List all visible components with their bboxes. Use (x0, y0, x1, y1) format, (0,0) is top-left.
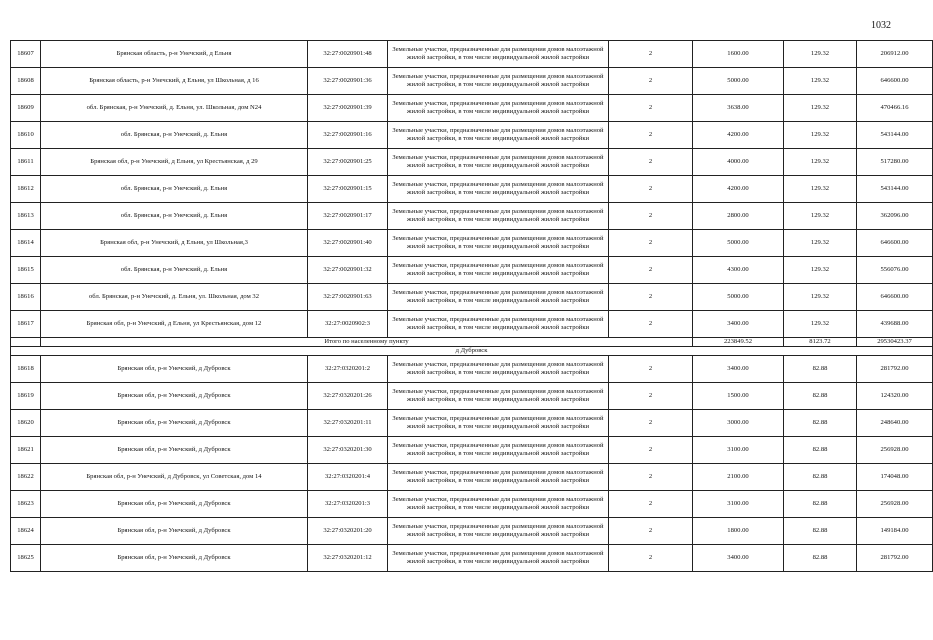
cell-num: 18613 (11, 203, 41, 230)
table-row (11, 176, 933, 203)
cell-num: 18615 (11, 257, 41, 284)
cell-purpose: Земельные участки, предназначенные для размещения домов малоэтажной жилой застройки, в том числе индивидуальной жилой застройки (388, 41, 609, 68)
cell-purpose: Земельные участки, предназначенные для размещения домов малоэтажной жилой застройки, в том числе индивидуальной жилой застройки (388, 284, 609, 311)
cell-address: обл. Брянская, р-н Унечский, д. Ельня, ул. Школьная, дом 32 (41, 284, 308, 311)
cell-rate: 129.32 (784, 230, 857, 257)
cell-value: 248640.00 (857, 410, 933, 437)
cell-area: 3100.00 (693, 491, 784, 518)
table-row (11, 410, 933, 437)
total-value: 29530423.37 (857, 338, 933, 347)
cell-cadastral: 32:27:0020901:63 (308, 284, 388, 311)
cell-value: 543144.00 (857, 176, 933, 203)
cell-group: 2 (609, 437, 693, 464)
cell-rate: 82.88 (784, 410, 857, 437)
cell-rate: 129.32 (784, 68, 857, 95)
table-row (11, 149, 933, 176)
cell-group: 2 (609, 230, 693, 257)
cell-purpose: Земельные участки, предназначенные для размещения домов малоэтажной жилой застройки, в том числе индивидуальной жилой застройки (388, 383, 609, 410)
cell-value: 174048.00 (857, 464, 933, 491)
cell-address: обл. Брянская, р-н Унечский, д. Ельня (41, 203, 308, 230)
cell-purpose: Земельные участки, предназначенные для размещения домов малоэтажной жилой застройки, в том числе индивидуальной жилой застройки (388, 203, 609, 230)
table-row (11, 230, 933, 257)
cell-purpose: Земельные участки, предназначенные для размещения домов малоэтажной жилой застройки, в том числе индивидуальной жилой застройки (388, 230, 609, 257)
cell-area: 4200.00 (693, 176, 784, 203)
cell-rate: 82.88 (784, 518, 857, 545)
cell-group: 2 (609, 149, 693, 176)
cell-value: 206912.00 (857, 41, 933, 68)
cell-purpose: Земельные участки, предназначенные для размещения домов малоэтажной жилой застройки, в том числе индивидуальной жилой застройки (388, 95, 609, 122)
cell-address: Брянская обл, р-н Унечский, д Дубровск (41, 491, 308, 518)
cell-area: 1800.00 (693, 518, 784, 545)
cell-cadastral: 32:27:0320201:30 (308, 437, 388, 464)
cell-purpose: Земельные участки, предназначенные для размещения домов малоэтажной жилой застройки, в том числе индивидуальной жилой застройки (388, 68, 609, 95)
cell-group: 2 (609, 95, 693, 122)
cell-rate: 129.32 (784, 149, 857, 176)
cell-group: 2 (609, 545, 693, 572)
cell-num: 18619 (11, 383, 41, 410)
cell-address: Брянская обл, р-н Унечский, д Ельня, ул Крестьянская, д 29 (41, 149, 308, 176)
cell-rate: 82.88 (784, 464, 857, 491)
cell-num: 18625 (11, 545, 41, 572)
cell-value: 646600.00 (857, 284, 933, 311)
cell-purpose: Земельные участки, предназначенные для размещения домов малоэтажной жилой застройки, в том числе индивидуальной жилой застройки (388, 122, 609, 149)
cell-group: 2 (609, 68, 693, 95)
total-row (11, 338, 933, 347)
table-row (11, 356, 933, 383)
cell-purpose: Земельные участки, предназначенные для размещения домов малоэтажной жилой застройки, в том числе индивидуальной жилой застройки (388, 311, 609, 338)
cell-area: 4300.00 (693, 257, 784, 284)
cell-num: 18617 (11, 311, 41, 338)
table-row (11, 464, 933, 491)
cell-area: 2800.00 (693, 203, 784, 230)
cell-group: 2 (609, 176, 693, 203)
cell-rate: 129.32 (784, 95, 857, 122)
cell-rate: 129.32 (784, 257, 857, 284)
cell-num: 18614 (11, 230, 41, 257)
table-row (11, 437, 933, 464)
cell-area: 4200.00 (693, 122, 784, 149)
cell-group: 2 (609, 203, 693, 230)
cell-cadastral: 32:27:0320201:2 (308, 356, 388, 383)
cell-value: 149184.00 (857, 518, 933, 545)
cell-group: 2 (609, 122, 693, 149)
cell-num: 18621 (11, 437, 41, 464)
cell-value: 256928.00 (857, 491, 933, 518)
cell-purpose: Земельные участки, предназначенные для размещения домов малоэтажной жилой застройки, в том числе индивидуальной жилой застройки (388, 176, 609, 203)
cell-cadastral: 32:27:0020901:17 (308, 203, 388, 230)
cell-cadastral: 32:27:0320201:4 (308, 464, 388, 491)
table-row (11, 284, 933, 311)
cell-group: 2 (609, 311, 693, 338)
cell-rate: 82.88 (784, 545, 857, 572)
cell-rate: 129.32 (784, 284, 857, 311)
cell-area: 3100.00 (693, 437, 784, 464)
cell-cadastral: 32:27:0020901:32 (308, 257, 388, 284)
cell-group: 2 (609, 356, 693, 383)
cell-area: 1600.00 (693, 41, 784, 68)
total-area: 223849.52 (693, 338, 784, 347)
cell-num: 18611 (11, 149, 41, 176)
table-row (11, 257, 933, 284)
total-label: Итого по населенному пункту (41, 338, 693, 347)
cell-num: 18622 (11, 464, 41, 491)
cell-value: 362096.00 (857, 203, 933, 230)
total-rate: 8123.72 (784, 338, 857, 347)
cell-group: 2 (609, 257, 693, 284)
cell-address: Брянская обл, р-н Унечский, д Дубровск (41, 437, 308, 464)
cell-address: Брянская область, р-н Унечский, д Ельня, ул Школьная, д 16 (41, 68, 308, 95)
table-body (11, 41, 933, 572)
cell-value: 281792.00 (857, 545, 933, 572)
page-number: 1032 (871, 20, 891, 31)
cell-num: 18610 (11, 122, 41, 149)
table-row (11, 41, 933, 68)
cell-num: 18612 (11, 176, 41, 203)
cell-purpose: Земельные участки, предназначенные для размещения домов малоэтажной жилой застройки, в том числе индивидуальной жилой застройки (388, 410, 609, 437)
cell-cadastral: 32:27:0020901:16 (308, 122, 388, 149)
cell-cadastral: 32:27:0020901:25 (308, 149, 388, 176)
cell-value: 646600.00 (857, 230, 933, 257)
cell-address: Брянская обл, р-н Унечский, д Дубровск, ул Советская, дом 14 (41, 464, 308, 491)
cell-address: Брянская область, р-н Унечский, д Ельня (41, 41, 308, 68)
table-row (11, 68, 933, 95)
locality-label: д Дубровск (11, 347, 933, 356)
cell-rate: 129.32 (784, 41, 857, 68)
table-row (11, 491, 933, 518)
locality-row (11, 347, 933, 356)
cell-purpose: Земельные участки, предназначенные для размещения домов малоэтажной жилой застройки, в том числе индивидуальной жилой застройки (388, 257, 609, 284)
cell-area: 3638.00 (693, 95, 784, 122)
registry-table (10, 40, 933, 572)
cell-address: Брянская обл, р-н Унечский, д Дубровск (41, 410, 308, 437)
cell-num: 18618 (11, 356, 41, 383)
cell-purpose: Земельные участки, предназначенные для размещения домов малоэтажной жилой застройки, в том числе индивидуальной жилой застройки (388, 437, 609, 464)
table-row (11, 545, 933, 572)
cell-rate: 82.88 (784, 383, 857, 410)
cell-address: Брянская обл, р-н Унечский, д Ельня, ул Школьная,3 (41, 230, 308, 257)
cell-value: 256928.00 (857, 437, 933, 464)
cell-num: 18624 (11, 518, 41, 545)
cell-area: 3400.00 (693, 356, 784, 383)
cell-cadastral: 32:27:0320201:12 (308, 545, 388, 572)
cell-value: 556076.00 (857, 257, 933, 284)
cell-rate: 129.32 (784, 122, 857, 149)
cell-address: обл. Брянская, р-н Унечский, д. Ельня (41, 257, 308, 284)
cell-area: 5000.00 (693, 230, 784, 257)
cell-address: Брянская обл, р-н Унечский, д Ельня, ул Крестьянская, дом 12 (41, 311, 308, 338)
table-row (11, 518, 933, 545)
cell-cadastral: 32:27:0020901:39 (308, 95, 388, 122)
cell-group: 2 (609, 518, 693, 545)
cell-value: 124320.00 (857, 383, 933, 410)
cell-address: Брянская обл, р-н Унечский, д Дубровск (41, 518, 308, 545)
cell-group: 2 (609, 410, 693, 437)
cell-group: 2 (609, 464, 693, 491)
cell-purpose: Земельные участки, предназначенные для размещения домов малоэтажной жилой застройки, в том числе индивидуальной жилой застройки (388, 518, 609, 545)
cell-address: Брянская обл, р-н Унечский, д Дубровск (41, 356, 308, 383)
cell-purpose: Земельные участки, предназначенные для размещения домов малоэтажной жилой застройки, в том числе индивидуальной жилой застройки (388, 149, 609, 176)
cell-address: обл. Брянская, р-н Унечский, д. Ельня (41, 122, 308, 149)
cell-num: 18623 (11, 491, 41, 518)
cell-area: 5000.00 (693, 284, 784, 311)
cell-area: 3400.00 (693, 311, 784, 338)
cell-area: 3000.00 (693, 410, 784, 437)
cell-group: 2 (609, 284, 693, 311)
cell-value: 281792.00 (857, 356, 933, 383)
cell-value: 470466.16 (857, 95, 933, 122)
cell-num: 18616 (11, 284, 41, 311)
cell-value: 543144.00 (857, 122, 933, 149)
cell-area: 4000.00 (693, 149, 784, 176)
cell-area: 1500.00 (693, 383, 784, 410)
cell-value: 439688.00 (857, 311, 933, 338)
cell-num: 18620 (11, 410, 41, 437)
cell-area: 5000.00 (693, 68, 784, 95)
cell-rate: 82.88 (784, 356, 857, 383)
cell-area: 2100.00 (693, 464, 784, 491)
cell-group: 2 (609, 41, 693, 68)
cell-address: обл. Брянская, р-н Унечский, д. Ельня, ул. Школьная, дом N24 (41, 95, 308, 122)
table-row (11, 203, 933, 230)
cell-purpose: Земельные участки, предназначенные для размещения домов малоэтажной жилой застройки, в том числе индивидуальной жилой застройки (388, 356, 609, 383)
cell-area: 3400.00 (693, 545, 784, 572)
cell-cadastral: 32:27:0020901:15 (308, 176, 388, 203)
cell-cadastral: 32:27:0320201:3 (308, 491, 388, 518)
cell-group: 2 (609, 383, 693, 410)
cell-num: 18608 (11, 68, 41, 95)
table-row (11, 311, 933, 338)
cell-rate: 129.32 (784, 203, 857, 230)
cell-value: 646600.00 (857, 68, 933, 95)
cell-value: 517280.00 (857, 149, 933, 176)
cell-address: Брянская обл, р-н Унечский, д Дубровск (41, 383, 308, 410)
cell-purpose: Земельные участки, предназначенные для размещения домов малоэтажной жилой застройки, в том числе индивидуальной жилой застройки (388, 491, 609, 518)
total-spacer (11, 338, 41, 347)
table-row (11, 122, 933, 149)
cell-address: Брянская обл, р-н Унечский, д Дубровск (41, 545, 308, 572)
cell-cadastral: 32:27:0020902:3 (308, 311, 388, 338)
table-row (11, 95, 933, 122)
table-row (11, 383, 933, 410)
cell-rate: 82.88 (784, 437, 857, 464)
cell-rate: 129.32 (784, 176, 857, 203)
cell-rate: 82.88 (784, 491, 857, 518)
cell-num: 18609 (11, 95, 41, 122)
cell-cadastral: 32:27:0020901:36 (308, 68, 388, 95)
cell-purpose: Земельные участки, предназначенные для размещения домов малоэтажной жилой застройки, в том числе индивидуальной жилой застройки (388, 545, 609, 572)
cell-cadastral: 32:27:0020901:40 (308, 230, 388, 257)
cell-num: 18607 (11, 41, 41, 68)
cell-cadastral: 32:27:0020901:48 (308, 41, 388, 68)
cell-rate: 129.32 (784, 311, 857, 338)
cell-purpose: Земельные участки, предназначенные для размещения домов малоэтажной жилой застройки, в том числе индивидуальной жилой застройки (388, 464, 609, 491)
cell-cadastral: 32:27:0320201:26 (308, 383, 388, 410)
cell-cadastral: 32:27:0320201:20 (308, 518, 388, 545)
cell-cadastral: 32:27:0320201:11 (308, 410, 388, 437)
cell-address: обл. Брянская, р-н Унечский, д. Ельня (41, 176, 308, 203)
cell-group: 2 (609, 491, 693, 518)
